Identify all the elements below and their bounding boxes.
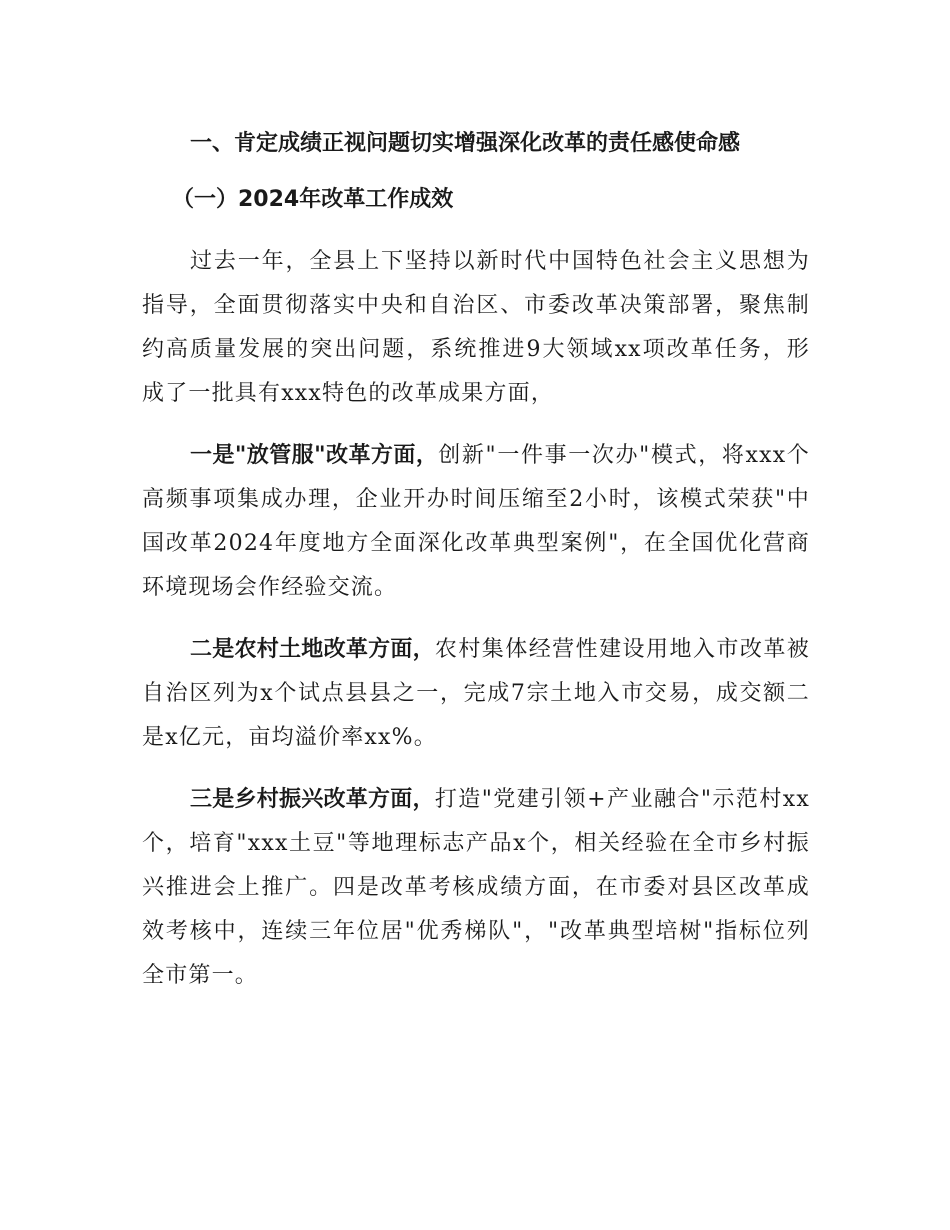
- paragraph-reform-service: [142, 434, 810, 610]
- paragraph-lead: 三是乡村振兴改革方面，: [190, 787, 435, 812]
- paragraph-intro: [142, 240, 810, 416]
- section-heading: 一、肯定成绩正视问题切实增强深化改革的责任感使命感: [190, 131, 741, 156]
- paragraph-text: 打造"党建引领+产业融合"示范村xx个，培育"xxx土豆"等地理标志产品x个，相关经验在全市乡村振兴推进会上推广。四是改革考核成绩方面，在市委对县区改革成效考核中，连续三年位居"优秀梯队"，"改革典型培树"指标位列全市第一。: [142, 787, 810, 988]
- document-body: [142, 124, 810, 1016]
- paragraph-lead: 二是农村土地改革方面，: [190, 637, 435, 662]
- paragraph-lead: 一是"放管服"改革方面，: [190, 443, 439, 468]
- paragraph-text: 过去一年，全县上下坚持以新时代中国特色社会主义思想为指导，全面贯彻落实中央和自治区、市委改革决策部署，聚焦制约高质量发展的突出问题，系统推进9大领域xx项改革任务，形成了一批具有xxx特色的改革成果方面，: [142, 249, 810, 406]
- paragraph-land-reform: [142, 628, 810, 760]
- paragraph-rural-revitalization: [142, 778, 810, 998]
- subsection-heading: （一）2024年改革工作成效: [172, 187, 454, 212]
- paragraph-text: 创新"一件事一次办"模式，将xxx个高频事项集成办理，企业开办时间压缩至2小时，该模式荣获"中国改革2024年度地方全面深化改革典型案例"，在全国优化营商环境现场会作经验交流。: [142, 443, 810, 600]
- paragraph-text: 农村集体经营性建设用地入市改革被自治区列为x个试点县县之一，完成7宗土地入市交易，成交额二是x亿元，亩均溢价率xx%。: [142, 637, 810, 750]
